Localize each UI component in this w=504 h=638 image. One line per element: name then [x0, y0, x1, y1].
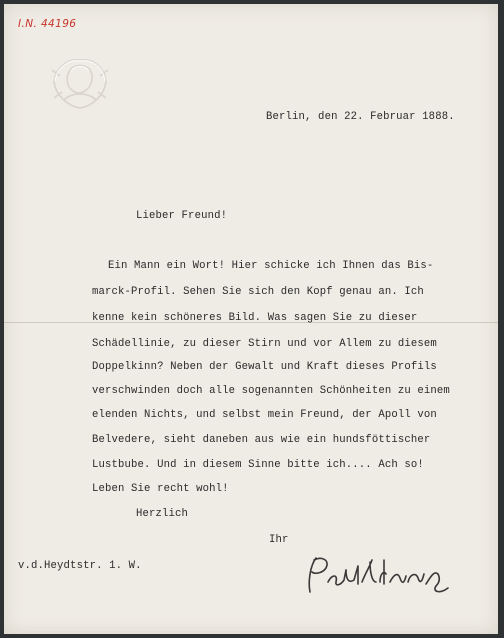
letter-body-line: Leben Sie recht wohl!	[92, 483, 229, 495]
letter-body-line: Schädellinie, zu dieser Stirn und vor Allem zu diesem	[92, 338, 437, 350]
letter-body-line: Ein Mann ein Wort! Hier schicke ich Ihnen das Bis-	[108, 260, 434, 272]
handwritten-signature	[300, 552, 460, 598]
letter-body-line: verschwinden doch alle sogenannten Schönheiten zu einem	[92, 385, 450, 397]
letter-body-line: Lustbube. Und in diesem Sinne bitte ich.... Ach so!	[92, 459, 424, 471]
sender-address: v.d.Heydtstr. 1. W.	[18, 560, 142, 572]
letter-body-line: Doppelkinn? Neben der Gewalt und Kraft dieses Profils	[92, 361, 437, 373]
archive-inventory-number: I.N. 44196	[18, 18, 77, 30]
letter-body-line: kenne kein schöneres Bild. Was sagen Sie zu dieser	[92, 312, 418, 324]
letter-body-line: elenden Nichts, und selbst mein Freund, der Apoll von	[92, 409, 437, 421]
letter-closing-word: Ihr	[269, 534, 289, 546]
letter-closing: Herzlich	[136, 508, 189, 520]
letter-salutation: Lieber Freund!	[136, 210, 228, 222]
embossed-seal-icon	[44, 52, 116, 114]
letter-dateline: Berlin, den 22. Februar 1888.	[266, 111, 455, 123]
letter-body-line: marck-Profil. Sehen Sie sich den Kopf genau an. Ich	[92, 286, 424, 298]
letter-paper	[4, 4, 498, 634]
letter-body-line: Belvedere, sieht daneben aus wie ein hundsföttischer	[92, 434, 431, 446]
